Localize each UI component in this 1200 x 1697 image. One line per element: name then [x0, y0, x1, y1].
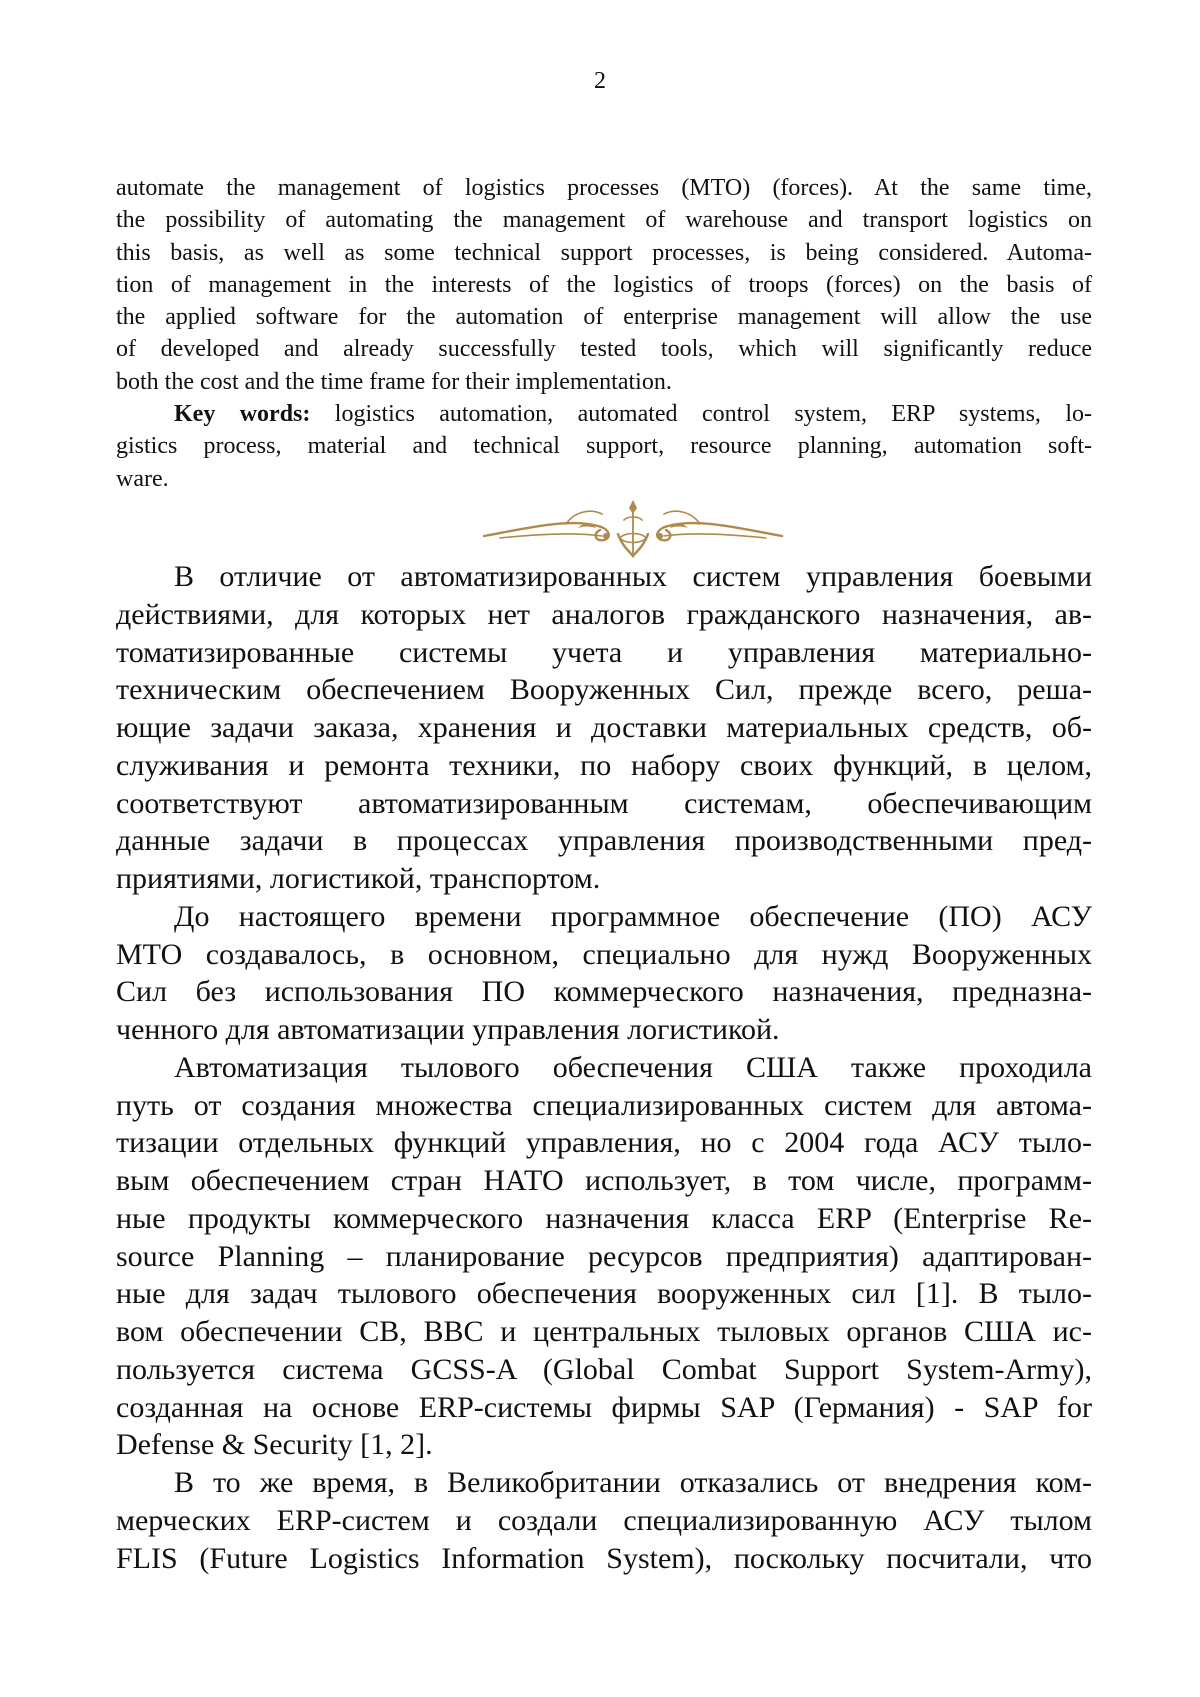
- paragraph-line: В то же время, в Великобритании отказались от внедрения ком-: [174, 1466, 1092, 1499]
- paragraph-line: вым обеспечением стран НАТО использует, в том числе, программ-: [116, 1164, 1092, 1197]
- paragraph-line: МТО создавалось, в основном, специально для нужд Вооруженных: [116, 937, 1092, 971]
- abstract-line: of developed and already successfully tested tools, which will significantly reduce: [116, 336, 1092, 363]
- paragraph-line: соответствуют автоматизированным системам, обеспечивающим: [116, 786, 1092, 820]
- paragraph-line: служивания и ремонта техники, по набору своих функций, в целом,: [116, 748, 1092, 782]
- paragraph-line: мерческих ERP-систем и создали специализированную АСУ тылом: [116, 1503, 1092, 1537]
- paragraph-line: Автоматизация тылового обеспечения США также проходила: [174, 1050, 1092, 1084]
- keywords-text: ware.: [116, 465, 169, 492]
- keywords-line: [116, 398, 1092, 430]
- abstract-section: [116, 172, 1092, 495]
- keywords-line: [116, 463, 1092, 495]
- paragraph-line: путь от создания множества специализированных систем для автома-: [116, 1088, 1092, 1122]
- keywords-text: logistics automation, automated control system, ERP systems, lo-: [310, 401, 1092, 428]
- paragraph-line: техническим обеспечением Вооруженных Сил, прежде всего, реша-: [116, 673, 1092, 707]
- keywords-paragraph: [116, 398, 1092, 495]
- paragraph-line: ющие задачи заказа, хранения и доставки материальных средств, об-: [116, 711, 1092, 744]
- paragraph-line: FLIS (Future Logistics Information System), поскольку посчитали, что: [116, 1541, 1092, 1575]
- paragraph: [116, 898, 1092, 1049]
- abstract-line: both the cost and the time frame for their implementation.: [116, 368, 672, 395]
- paragraph: [116, 558, 1092, 898]
- paragraph-line: До настоящего времени программное обеспечение (ПО) АСУ: [174, 899, 1092, 933]
- paragraph-line: приятиями, логистикой, транспортом.: [116, 862, 601, 895]
- paragraph-line: пользуется система GCSS-A (Global Combat Support System-Army),: [116, 1352, 1092, 1386]
- paragraph-line: Defense & Security [1, 2].: [116, 1428, 433, 1462]
- paragraph-line: томатизированные системы учета и управления материально-: [116, 635, 1092, 669]
- paragraph-line: ченного для автоматизации управления логистикой.: [116, 1013, 780, 1046]
- paragraph-line: вом обеспечении СВ, ВВС и центральных тыловых органов США ис-: [116, 1315, 1092, 1348]
- paragraph-line: данные задачи в процессах управления производственными пред-: [116, 824, 1092, 858]
- paragraph-line: созданная на основе ERP-системы фирмы SAP (Германия) - SAP for: [116, 1390, 1092, 1424]
- paragraph-line: Сил без использования ПО коммерческого назначения, предназна-: [116, 975, 1092, 1009]
- abstract-line: automate the management of logistics processes (MTO) (forces). At the same time,: [116, 175, 1092, 201]
- abstract-line: this basis, as well as some technical support processes, is being considered. Automa-: [116, 239, 1092, 266]
- keywords-text: gistics process, material and technical support, resource planning, automation soft-: [116, 433, 1092, 460]
- page-number: 2: [594, 68, 606, 94]
- paragraph: [116, 1464, 1092, 1577]
- article-body: [116, 558, 1092, 1577]
- paragraph: [116, 1049, 1092, 1464]
- paragraph-line: В отличие от автоматизированных систем управления боевыми: [174, 560, 1092, 593]
- decorative-ornament: [478, 498, 788, 564]
- abstract-text: [116, 172, 1092, 398]
- paragraph-line: тизации отдельных функций управления, но с 2004 года АСУ тыло-: [116, 1126, 1092, 1160]
- paragraph-line: ные продукты коммерческого назначения класса ERP (Enterprise Re-: [116, 1201, 1092, 1235]
- paragraph-line: ные для задач тылового обеспечения вооруженных сил [1]. В тыло-: [116, 1277, 1092, 1311]
- abstract-line: the possibility of automating the management of warehouse and transport logistics on: [116, 207, 1092, 234]
- keywords-label: Key words:: [174, 401, 311, 428]
- paragraph-line: действиями, для которых нет аналогов гражданского назначения, ав-: [116, 597, 1092, 631]
- abstract-line: the applied software for the automation of enterprise management will allow the use: [116, 304, 1092, 331]
- keywords-line: [116, 430, 1092, 462]
- abstract-line: tion of management in the interests of the logistics of troops (forces) on the basis of: [116, 271, 1092, 298]
- paragraph-line: source Planning – планирование ресурсов предприятия) адаптирован-: [116, 1239, 1092, 1273]
